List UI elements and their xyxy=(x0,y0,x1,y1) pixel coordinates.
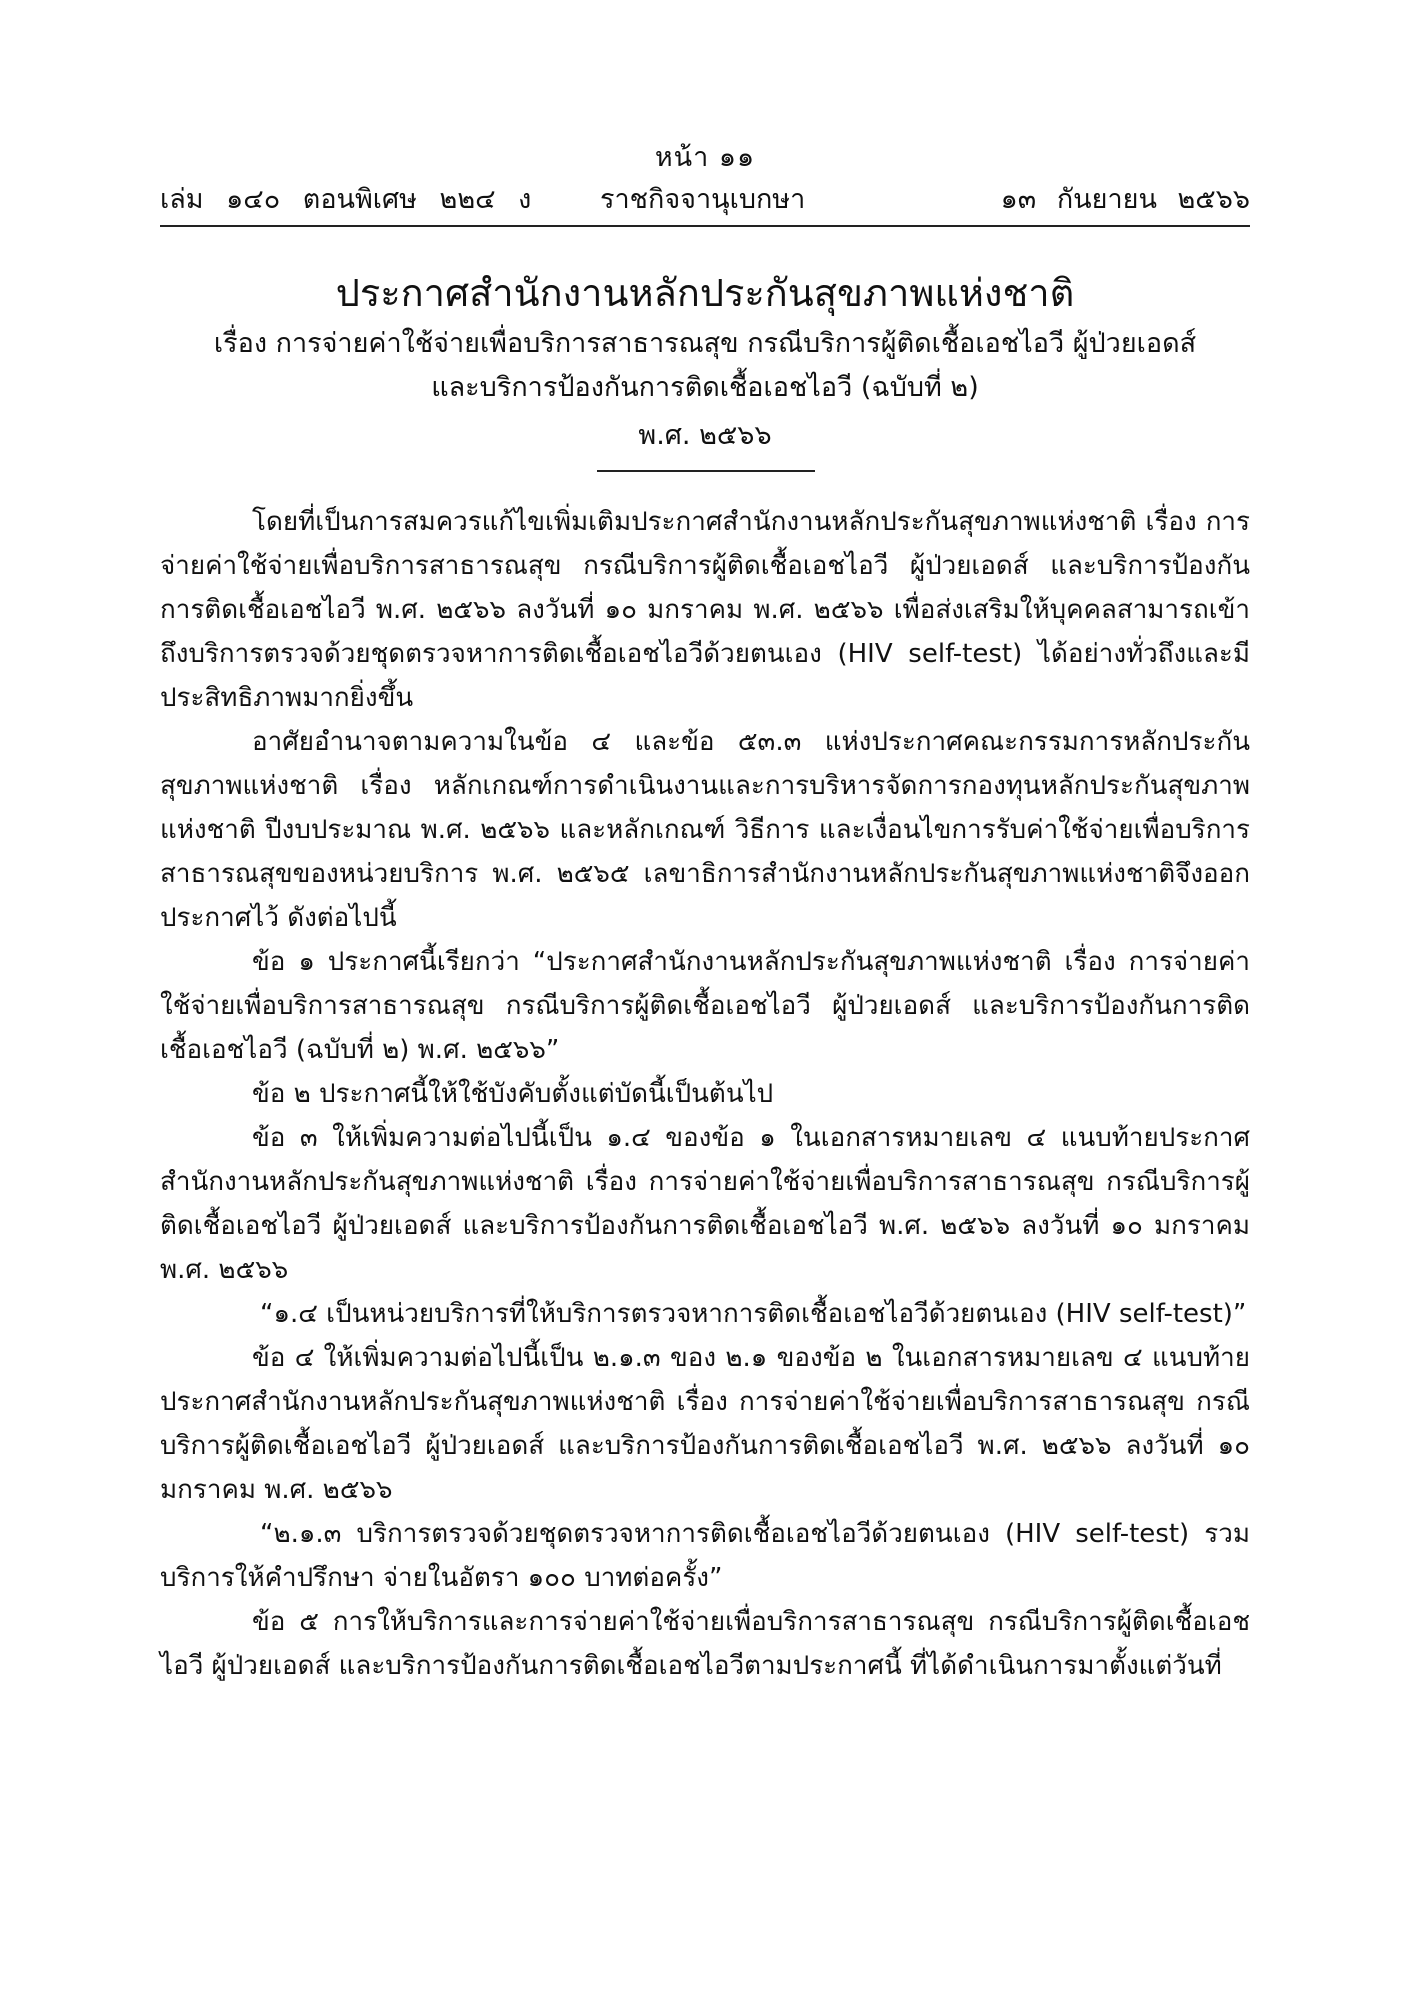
clause-1: ข้อ ๑ ประกาศนี้เรียกว่า “ประกาศสำนักงานหลักประกันสุขภาพแห่งชาติ เรื่อง การจ่ายค่าใช้จ่ายเพื่อบริการสาธารณสุข กรณีบริการผู้ติดเชื้อเอชไอวี ผู้ป่วยเอดส์ และบริการป้องกันการติดเชื้อเอชไอวี (ฉบับที่ ๒) พ.ศ. ๒๕๖๖” xyxy=(160,947,1250,1065)
announcement-subject xyxy=(0,322,1410,410)
subject-line-2: และบริการป้องกันการติดเชื้อเอชไอวี (ฉบับที่ ๒) xyxy=(431,372,979,403)
clause-4-quote: “๒.๑.๓ บริการตรวจด้วยชุดตรวจหาการติดเชื้อเอชไอวีด้วยตนเอง (HIV self-test) รวมบริการให้คำปรึกษา จ่ายในอัตรา ๑๐๐ บาทต่อครั้ง” xyxy=(160,1519,1250,1593)
title-divider xyxy=(597,470,815,472)
subject-line-1: เรื่อง การจ่ายค่าใช้จ่ายเพื่อบริการสาธารณสุข กรณีบริการผู้ติดเชื้อเอชไอวี ผู้ป่วยเอดส์ xyxy=(213,328,1197,359)
clause-5: ข้อ ๕ การให้บริการและการจ่ายค่าใช้จ่ายเพื่อบริการสาธารณสุข กรณีบริการผู้ติดเชื้อเอชไอวี ผู้ป่วยเอดส์ และบริการป้องกันการติดเชื้อเอชไอวีตามประกาศนี้ ที่ได้ดำเนินการมาตั้งแต่วันที่ xyxy=(160,1607,1250,1681)
announcement-year: พ.ศ. ๒๕๖๖ xyxy=(638,420,772,451)
clause-3-quote: “๑.๔ เป็นหน่วยบริการที่ให้บริการตรวจหาการติดเชื้อเอชไอวีด้วยตนเอง (HIV self-test)” xyxy=(260,1299,1247,1329)
announcement-body xyxy=(160,500,1250,1688)
clause-3: ข้อ ๓ ให้เพิ่มความต่อไปนี้เป็น ๑.๔ ของข้อ ๑ ในเอกสารหมายเลข ๔ แนบท้ายประกาศสำนักงานหลักประกันสุขภาพแห่งชาติ เรื่อง การจ่ายค่าใช้จ่ายเพื่อบริการสาธารณสุข กรณีบริการผู้ติดเชื้อเอชไอวี ผู้ป่วยเอดส์ และบริการป้องกันการติดเชื้อเอชไอวี พ.ศ. ๒๕๖๖ ลงวันที่ ๑๐ มกราคม พ.ศ. ๒๕๖๖ xyxy=(160,1123,1250,1285)
announcement-title: ประกาศสำนักงานหลักประกันสุขภาพแห่งชาติ xyxy=(335,271,1075,315)
publication-date: ๑๓ กันยายน ๒๕๖๖ xyxy=(1000,184,1250,215)
authority-paragraph: อาศัยอำนาจตามความในข้อ ๔ และข้อ ๕๓.๓ แห่งประกาศคณะกรรมการหลักประกันสุขภาพแห่งชาติ เรื่อง หลักเกณฑ์การดำเนินงานและการบริหารจัดการกองทุนหลักประกันสุขภาพแห่งชาติ ปีงบประมาณ พ.ศ. ๒๕๖๖ และหลักเกณฑ์ วิธีการ และเงื่อนไขการรับค่าใช้จ่ายเพื่อบริการสาธารณสุขของหน่วยบริการ พ.ศ. ๒๕๖๕ เลขาธิการสำนักงานหลักประกันสุขภาพแห่งชาติจึงออกประกาศไว้ ดังต่อไปนี้ xyxy=(160,727,1250,933)
clause-4: ข้อ ๔ ให้เพิ่มความต่อไปนี้เป็น ๒.๑.๓ ของ ๒.๑ ของข้อ ๒ ในเอกสารหมายเลข ๔ แนบท้ายประกาศสำนักงานหลักประกันสุขภาพแห่งชาติ เรื่อง การจ่ายค่าใช้จ่ายเพื่อบริการสาธารณสุข กรณีบริการผู้ติดเชื้อเอชไอวี ผู้ป่วยเอดส์ และบริการป้องกันการติดเชื้อเอชไอวี พ.ศ. ๒๕๖๖ ลงวันที่ ๑๐ มกราคม พ.ศ. ๒๕๖๖ xyxy=(160,1343,1250,1505)
gazette-name: ราชกิจจานุเบกษา xyxy=(600,184,806,215)
volume-issue: เล่ม ๑๔๐ ตอนพิเศษ ๒๒๔ ง xyxy=(160,184,532,215)
clause-2: ข้อ ๒ ประกาศนี้ให้ใช้บังคับตั้งแต่บัดนี้เป็นต้นไป xyxy=(252,1079,774,1109)
gazette-header xyxy=(160,182,1250,222)
page-number: หน้า ๑๑ xyxy=(654,142,756,173)
preamble-paragraph: โดยที่เป็นการสมควรแก้ไขเพิ่มเติมประกาศสำนักงานหลักประกันสุขภาพแห่งชาติ เรื่อง การจ่ายค่าใช้จ่ายเพื่อบริการสาธารณสุข กรณีบริการผู้ติดเชื้อเอชไอวี ผู้ป่วยเอดส์ และบริการป้องกันการติดเชื้อเอชไอวี พ.ศ. ๒๕๖๖ ลงวันที่ ๑๐ มกราคม พ.ศ. ๒๕๖๖ เพื่อส่งเสริมให้บุคคลสามารถเข้าถึงบริการตรวจด้วยชุดตรวจหาการติดเชื้อเอชไอวีด้วยตนเอง (HIV self-test) ได้อย่างทั่วถึงและมีประสิทธิภาพมากยิ่งขึ้น xyxy=(160,507,1250,713)
header-divider xyxy=(160,225,1250,227)
